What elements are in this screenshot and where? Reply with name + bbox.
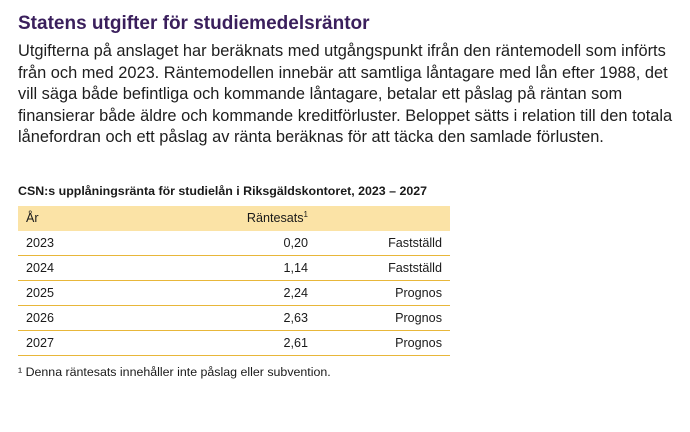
table-row — [18, 305, 450, 330]
cell-year: 2024 — [18, 255, 122, 280]
cell-status: Prognos — [316, 280, 450, 305]
table-row — [18, 255, 450, 280]
table-header-row — [18, 206, 450, 231]
table-row — [18, 231, 450, 256]
cell-rate: 2,63 — [122, 305, 316, 330]
document-page — [18, 12, 672, 380]
cell-rate: 0,20 — [122, 231, 316, 256]
cell-year: 2026 — [18, 305, 122, 330]
cell-rate: 2,24 — [122, 280, 316, 305]
body-paragraph: Utgifterna på anslaget har beräknats med utgångspunkt ifrån den räntemodell som införts från och med 2023. Räntemodellen innebär att samtliga låntagare med lån efter 1988, det vill säga både befintliga och kommande låntagare, betalar ett påslag på räntan som finansierar både äldre och kommande kreditförluster. Beloppet sätts i relation till den totala lånefordran och ett påslag av ränta beräknas för att täcka den samlade förlusten. — [18, 42, 673, 147]
footnote-marker: 1 — [303, 210, 308, 220]
table-row — [18, 330, 450, 355]
cell-rate: 1,14 — [122, 255, 316, 280]
cell-rate: 2,61 — [122, 330, 316, 355]
table-row — [18, 280, 450, 305]
interest-rate-table — [18, 206, 450, 356]
cell-year: 2025 — [18, 280, 122, 305]
cell-year: 2027 — [18, 330, 122, 355]
cell-status: Prognos — [316, 305, 450, 330]
section-heading: Statens utgifter för studiemedelsräntor — [18, 13, 370, 34]
cell-year: 2023 — [18, 231, 122, 256]
header-year: År — [18, 206, 122, 231]
cell-status: Fastställd — [316, 231, 450, 256]
table-footnote: ¹ Denna räntesats innehåller inte påslag eller subvention. — [18, 364, 331, 379]
header-status — [316, 206, 450, 231]
cell-status: Fastställd — [316, 255, 450, 280]
header-rate: Räntesats$^1$ — [122, 206, 316, 231]
table-title: CSN:s upplåningsränta för studielån i Riksgäldskontoret, 2023 – 2027 — [18, 183, 428, 198]
cell-status: Prognos — [316, 330, 450, 355]
